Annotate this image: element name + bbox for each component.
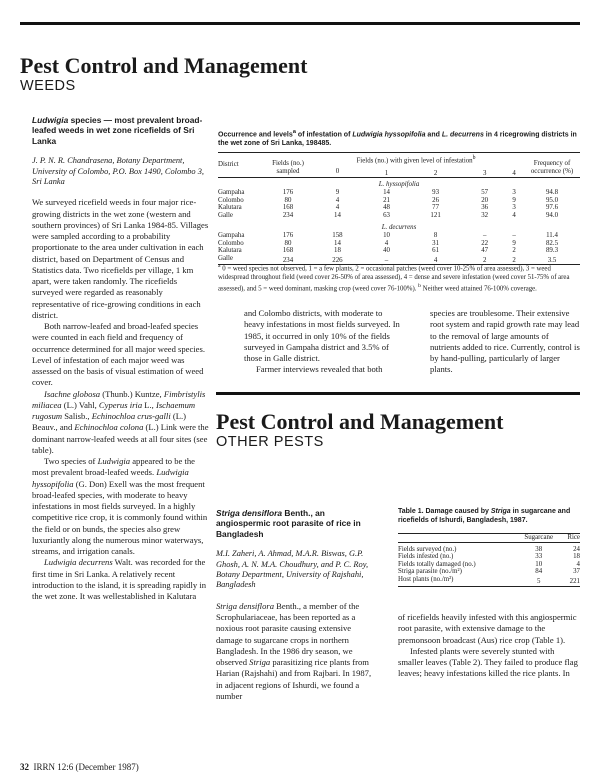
article1-para4 [32, 456, 210, 557]
section2-rule [216, 392, 580, 395]
species-ludwigia-hyssopifolia: Ludwigia hyssopifolia [32, 467, 189, 489]
table-cell: 234 [282, 256, 294, 264]
text-span: (Thunb.) Kuntze, [100, 388, 164, 399]
article2-title [216, 508, 374, 539]
table-cell: 176 [282, 232, 294, 240]
species-fimbristylis: Fimbristylis miliacea [32, 388, 206, 410]
table-cell: 221 [569, 577, 580, 585]
table1-level: 1 [384, 169, 389, 177]
species-echinochloa-crus: Echinochloa crus-galli [91, 411, 171, 422]
article1-para7: Farmer interviews revealed that both [256, 364, 383, 375]
table-cell: Striga parasite (no./m²) [398, 568, 462, 576]
footnote-marker: a [218, 263, 221, 269]
species-isachne: Isachne globosa [44, 388, 101, 399]
text-span: Salisb., [62, 411, 92, 422]
table-cell: 8 [433, 232, 438, 240]
table-cell: 226 [332, 256, 343, 264]
footnote-marker: b [418, 283, 421, 290]
table1-level: 3 [482, 169, 487, 177]
table1-level: 0 [335, 167, 340, 175]
text-span: Neither weed attained 76-100% coverage. [420, 285, 537, 293]
table-cell: 4 [335, 196, 340, 204]
table-cell: 38 [535, 545, 543, 553]
table-row [218, 189, 580, 197]
table-row [398, 568, 580, 576]
table-cell: 168 [282, 204, 294, 212]
species-name: Ludwigia hyssopifolia [352, 131, 426, 139]
species-striga: Striga densiflora [216, 600, 275, 611]
table-cell: 82.5 [545, 239, 559, 247]
table-cell: 97.6 [545, 204, 559, 212]
section-title-other-pests: Pest Control and Management [216, 409, 504, 434]
table1-level: 2 [433, 169, 438, 177]
article2-title-species: Striga densiflora [216, 508, 283, 518]
page-number: 32 [20, 762, 29, 772]
text-span: (L.) Vahl, [61, 399, 99, 410]
footnote-marker: b [472, 155, 476, 161]
table-row [218, 204, 580, 212]
table-cell: 158 [332, 232, 343, 240]
table-cell: 20 [481, 196, 489, 204]
page-footer [20, 762, 139, 772]
article1-para8: species are troublesome. Their extensive root system and rapid growth rate may lead to the removal of large amounts of nutrients added to rice. Currently, control is by hand-pulling, particularly of larger plants. [430, 308, 580, 375]
text-span: and [425, 131, 442, 139]
article1-authors: J. P. N. R. Chandrasena, Botany Department, University of Colombo, P.O. Box 1490, Colombo 3, Sri Lanka [32, 156, 204, 187]
table-cell: 14 [334, 239, 341, 247]
table-cell: 168 [282, 247, 294, 255]
table-cell: Gampaha [218, 189, 245, 197]
table-cell: Kalutara [218, 204, 242, 212]
article1-para3 [32, 389, 210, 457]
table-row [218, 197, 580, 205]
table1-group-hyssopifolia [218, 178, 580, 189]
table-cell: 10 [535, 560, 543, 568]
table-row [398, 542, 580, 553]
section-title-weeds: Pest Control and Management [20, 53, 308, 78]
top-rule [20, 22, 580, 25]
table-cell: 11.4 [546, 232, 558, 240]
text-span: appeared to be the most prevalent broad-leafed weeds. [32, 456, 195, 478]
table-cell: 61 [432, 247, 440, 255]
table-cell: 94.8 [545, 189, 559, 197]
text-span: 0 = weed species not observed, 1 = a few plants, 2 = occasional patches (weed cover 10-25% of area assessed), 3 = weed widespread throughout field (weed cover 26-50% of area assessed), 4 = dense and severe infestation (weed cover 51-75% of area assessed), and 5 = weed dominant, masking crop (weed cover 76-100%). [218, 265, 570, 293]
table-cell: 93 [432, 189, 440, 197]
table2-header-sugarcane: Sugarcane [524, 534, 554, 541]
table-cell: 57 [481, 189, 489, 197]
species-ludwigia-decurrens: Ludwigia decurrens [44, 557, 113, 568]
table-cell: 94.0 [545, 211, 559, 219]
table-cell: 3 [512, 204, 516, 212]
species-echinochloa-colona: Echinochloa colona [74, 422, 144, 433]
article2-para2: of ricefields heavily infested with this angiospermic root parasite, with extensive damage to the premonsoon broadcast (Aus) rice crop (Table 1). [398, 612, 577, 645]
text-span: Benth., a member of the Scrophulariaceae, has been reported as a noxious root parasite causing extensive damage to sugarcane crops in northern Bangladesh. In the 1986 dry season, we observed [216, 600, 360, 668]
table-cell: 63 [383, 211, 390, 219]
table-cell: 89.3 [545, 247, 559, 255]
article2-title-rest: Benth., an angiospermic root parasite of rice in Bangladesh [216, 508, 361, 539]
table1 [218, 152, 580, 265]
text-span: (L.) Beauv., and [32, 411, 186, 433]
table-cell: 36 [481, 204, 489, 212]
species-ischaemum: Ischaemum rugosum [32, 399, 196, 422]
section-subtitle-other-pests: OTHER PESTS [216, 434, 324, 450]
table-cell: 80 [284, 196, 292, 204]
table-cell: – [384, 256, 389, 264]
table-cell: 9 [512, 239, 516, 247]
table-cell: 33 [535, 553, 543, 561]
text-span: L., [142, 399, 156, 410]
article1-middle-column [244, 308, 404, 376]
table-cell: 18 [573, 553, 580, 561]
table1-header-frequency: Frequency of occurrence (%) [530, 160, 574, 175]
table-cell: – [512, 232, 516, 240]
table-cell: Host plants (no./m²) [398, 575, 454, 583]
table-cell: 22 [481, 239, 489, 247]
table-row [218, 212, 580, 220]
article2-para1 [216, 601, 374, 702]
table-row [398, 553, 580, 561]
text-span: Walt. was recorded for the first time in Sri Lanka. A relatively recent introduction to the island, it is spreading rapidly in the wet zone. It was wellestablished in Kalutara [32, 557, 206, 602]
table-cell: 2 [512, 256, 516, 264]
table-cell: 9 [335, 189, 340, 197]
table1-header-fields: Fields (no.) sampled [272, 160, 304, 175]
table-cell: 9 [512, 196, 516, 204]
table1-group-decurrens [218, 219, 580, 232]
table-cell: 77 [432, 204, 440, 212]
table-cell: – [482, 232, 487, 240]
table-cell: 4 [335, 204, 340, 212]
table-cell: 4 [384, 239, 389, 247]
table-cell: 48 [383, 204, 390, 212]
table-cell: 2 [512, 247, 516, 255]
species-cyperus: Cyperus iria [98, 399, 143, 410]
article1-title [32, 115, 210, 146]
table-cell: 3.5 [547, 256, 557, 264]
table-cell: 24 [573, 545, 580, 553]
table-cell: 37 [573, 568, 580, 576]
table-cell: Colombo [218, 239, 244, 247]
table-row [218, 232, 580, 240]
table-cell: Fields surveyed (no.) [398, 545, 457, 553]
table1-header-district: District [218, 161, 239, 169]
table-cell: 40 [383, 247, 390, 255]
table-cell: Galle [218, 211, 233, 219]
table-cell: Galle [218, 254, 233, 262]
text-span: parasitizing rice plants from Harian (Rajshahi) and from Rajbari. In 1987, in adjacent regions of Ishurdi, we found a number [216, 657, 372, 701]
table-cell: 32 [481, 211, 489, 219]
table-cell: 14 [334, 211, 341, 219]
table-cell: 21 [383, 196, 390, 204]
table-cell: 3 [512, 189, 516, 197]
table-row [398, 576, 580, 586]
table-cell: 176 [282, 189, 294, 197]
article2-column [216, 508, 374, 702]
table1-level: 4 [512, 169, 516, 177]
article1-para2: Both narrow-leafed and broad-leafed species were counted in each field and frequency of occurrence determined for all major weed species. Level of infestation of each major weed was assessed on the basis of visual estimation of weed cover. [32, 321, 205, 388]
table-cell: 4 [512, 211, 516, 219]
journal-name: IRRN 12:6 (December 1987) [33, 762, 139, 772]
table-cell: 2 [482, 256, 487, 264]
species-ludwigia: Ludwigia [97, 456, 131, 467]
text-span: in 4 ricegrowing districts in the wet zone of Sri Lanka, 198485. [218, 131, 577, 148]
table-cell: 95.0 [545, 196, 559, 204]
article1-para6: and Colombo districts, with moderate to heavy infestations in most fields surveyed. In 1985, it occurred in only 10% of the fields surveyed in Gampaha district and 3.5% of those in Galle district. [244, 308, 400, 363]
text-span: (L.) Link were the dominant narrow-leafed weeds at all four sites (see table). [32, 422, 209, 455]
article1-right-column [430, 308, 580, 376]
article1-para5 [32, 557, 210, 602]
article2-right-column [398, 612, 580, 680]
table-cell: 10 [383, 232, 390, 240]
table2 [398, 533, 580, 587]
text-span: Table 1. Damage caused by [398, 508, 491, 515]
table-cell: 84 [535, 568, 543, 576]
article1-left-column [32, 115, 210, 602]
species-striga: Striga [249, 657, 271, 668]
table1-header-given [308, 153, 524, 165]
species-name: L. hyssopifolia [378, 181, 420, 189]
table-cell: 234 [282, 211, 294, 219]
section-subtitle-weeds: WEEDS [20, 78, 76, 94]
table1-footnote [218, 262, 580, 294]
table-cell: 80 [284, 239, 292, 247]
table-cell: Colombo [218, 196, 244, 204]
table2-header-rice: Rice [567, 534, 580, 541]
table-cell: 26 [432, 196, 440, 204]
species-name: Striga [490, 508, 511, 515]
table-row [218, 240, 580, 248]
table-cell: 18 [334, 247, 341, 255]
text-span: Occurrence and levels [218, 131, 293, 139]
table-cell: Gampaha [218, 232, 245, 240]
article2-para3: Infested plants were severely stunted with smaller leaves (Table 2). They failed to produce flag leaves; heavy infestations killed the rice plants. In [398, 645, 578, 679]
article1-title-rest: species — most prevalent broad-leafed weeds in wet zone ricefields of Sri Lanka [32, 115, 203, 146]
table-cell: 14 [383, 189, 390, 197]
table-cell: Kalutara [218, 247, 242, 255]
footnote-marker: a [292, 129, 296, 135]
text-span: Two species of [44, 456, 98, 467]
table2-caption [398, 508, 580, 526]
species-name: L. decurrens [441, 131, 484, 139]
text-span: of infestation of [295, 131, 353, 139]
table-cell: 47 [481, 247, 489, 255]
table-cell: 31 [432, 239, 440, 247]
article2-authors: M.I. Zaheri, A. Ahmad, M.A.R. Biswas, G.P. Ghosh, A. N. M.A. Choudhury, and P. C. Roy, Botany Department, University of Rajshahi, Bangladesh [216, 549, 369, 590]
table-cell: 5 [536, 577, 541, 585]
table-cell: Fields totally damaged (no.) [398, 560, 476, 568]
table-cell: 121 [430, 211, 441, 219]
table1-caption [218, 128, 580, 149]
text-span: in sugarcane and ricefields of Ishurdi, Bangladesh, 1987. [398, 508, 571, 524]
text-span: (G. Don) Exell was the most frequent broad-leafed species, with moderate to heavy infestations in most fields surveyed. In a highly competitive rice crop, it is commonly found within the field or on bunds, the species also grew luxuriantly along the numerous minor waterways, streams, and irrigation canals. [32, 478, 208, 557]
table-cell: 4 [433, 256, 438, 264]
species-name: L. decurrens [381, 224, 417, 232]
table-row [218, 247, 580, 255]
table-cell: 4 [576, 560, 580, 568]
article1-title-species: Ludwigia [32, 115, 69, 125]
text-span: Fields (no.) with given level of infestation [356, 157, 473, 165]
article1-para1: We surveyed ricefield weeds in four major rice-growing districts in the wet zone (western and southern provinces) of Sri Lanka 1984-85. Villages were sampled according to a probability proportionate to the area under cultivation in each district, based on Department of Census and Statistics data. Two ricefields per village, 1 km apart, were taken randomly. The ricefields surveyed were regarded as reasonably representative of rice-growing conditions in each district. [32, 197, 209, 320]
table-row [398, 561, 580, 569]
table-cell: Fields infested (no.) [398, 553, 454, 561]
